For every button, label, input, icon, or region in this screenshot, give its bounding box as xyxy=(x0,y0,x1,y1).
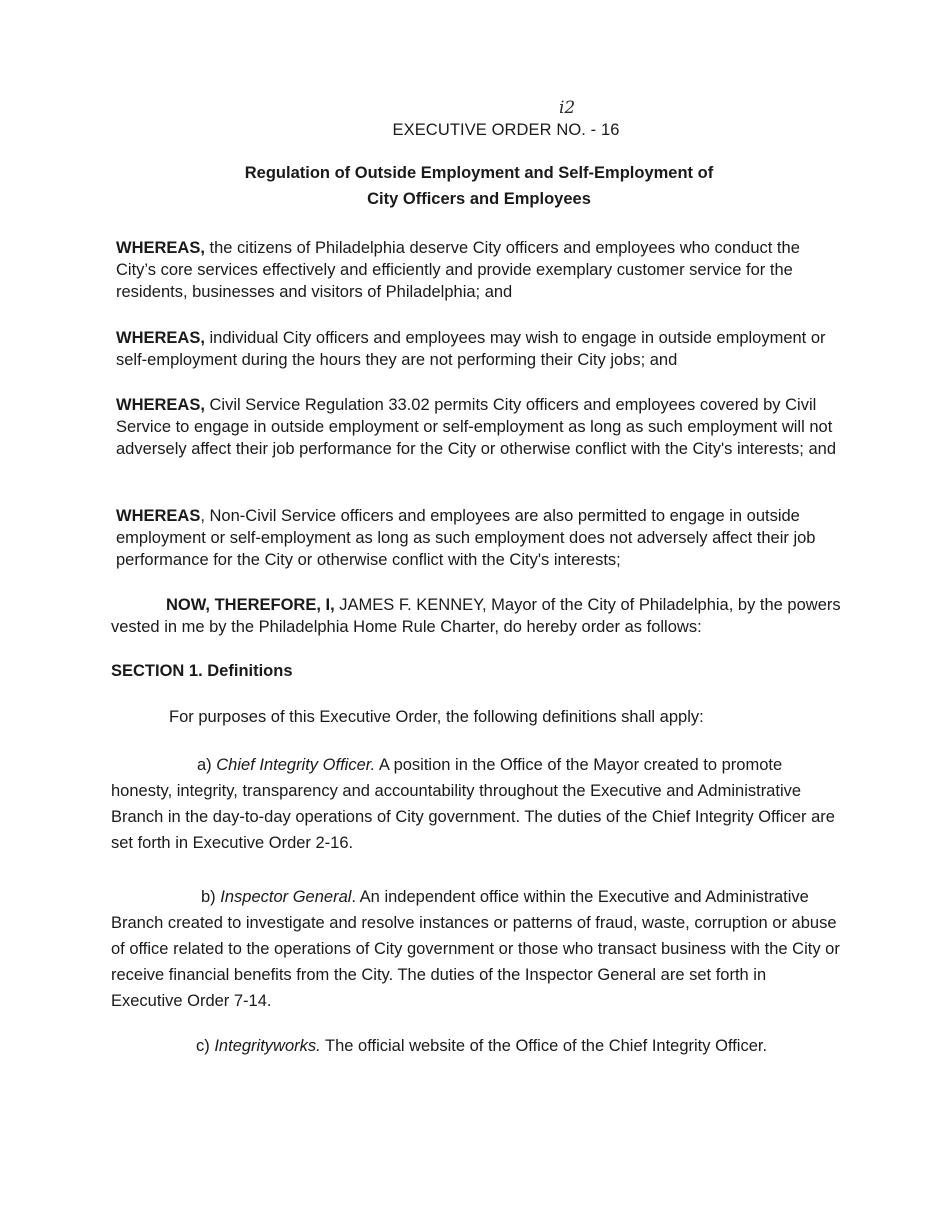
whereas-paragraph-2 xyxy=(116,327,841,371)
whereas-paragraph-1 xyxy=(116,237,841,303)
now-therefore-text: JAMES F. KENNEY, Mayor of the City of Philadelphia, by the powers vested in me by the Philadelphia Home Rule Charter, do hereby order as follows: xyxy=(111,596,841,636)
whereas-paragraph-3 xyxy=(116,394,841,460)
order-title-line-1: Regulation of Outside Employment and Self-Employment of xyxy=(244,164,714,182)
whereas-text: , Non-Civil Service officers and employees are also permitted to engage in outside employment or self-employment as long as such employment does not adversely affect their job performance for the City or otherwise conflict with the City's interests; xyxy=(116,507,816,569)
definition-term: Integrityworks. xyxy=(214,1037,321,1055)
definition-text: . An independent office within the Executive and Administrative Branch created to investigate and resolve instances or patterns of fraud, waste, corruption or abuse of office related to the operations of City government or those who transact business with the City or receive financial benefits from the City. The duties of the Inspector General are set forth in Executive Order 7-14. xyxy=(111,888,840,1010)
whereas-lead: WHEREAS xyxy=(116,507,201,525)
whereas-lead: WHEREAS, xyxy=(116,239,205,257)
whereas-text: individual City officers and employees may wish to engage in outside employment or self-employment during the hours they are not performing their City jobs; and xyxy=(116,329,826,369)
executive-order-number: EXECUTIVE ORDER NO. - 16 xyxy=(392,121,620,139)
definition-term: Chief Integrity Officer. xyxy=(216,756,376,774)
whereas-text: the citizens of Philadelphia deserve City officers and employees who conduct the City’s core services effectively and efficiently and provide exemplary customer service for the residents, businesses and visitors of Philadelphia; and xyxy=(116,239,800,301)
definition-marker: c) xyxy=(196,1037,215,1055)
order-title xyxy=(0,160,950,212)
definition-integrityworks xyxy=(196,1033,896,1059)
definition-marker: b) xyxy=(201,888,221,906)
definition-text: The official website of the Office of the Chief Integrity Officer. xyxy=(320,1037,768,1055)
whereas-text: Civil Service Regulation 33.02 permits City officers and employees covered by Civil Service to engage in outside employment or self-employment as long as such employment will not adversely affect their job performance for the City or otherwise conflict with the City's interests; and xyxy=(116,396,836,458)
definitions-intro: For purposes of this Executive Order, the following definitions shall apply: xyxy=(169,708,704,726)
handwritten-order-number: i2 xyxy=(559,98,576,118)
definition-marker: a) xyxy=(197,756,217,774)
now-therefore-paragraph xyxy=(111,594,841,638)
now-therefore-lead: NOW, THEREFORE, I, xyxy=(166,596,335,614)
whereas-lead: WHEREAS, xyxy=(116,396,205,414)
definition-term: Inspector General xyxy=(220,888,352,906)
order-title-line-2: City Officers and Employees xyxy=(367,190,591,208)
definition-inspector-general xyxy=(111,884,841,1014)
section-1-heading: SECTION 1. Definitions xyxy=(111,662,293,680)
definition-chief-integrity-officer xyxy=(111,752,841,856)
whereas-lead: WHEREAS, xyxy=(116,329,205,347)
definition-text: A position in the Office of the Mayor created to promote honesty, integrity, transparency and accountability throughout the Executive and Administrative Branch in the day-to-day operations of City government. The duties of the Chief Integrity Officer are set forth in Executive Order 2-16. xyxy=(111,756,835,852)
whereas-paragraph-4 xyxy=(116,505,841,571)
